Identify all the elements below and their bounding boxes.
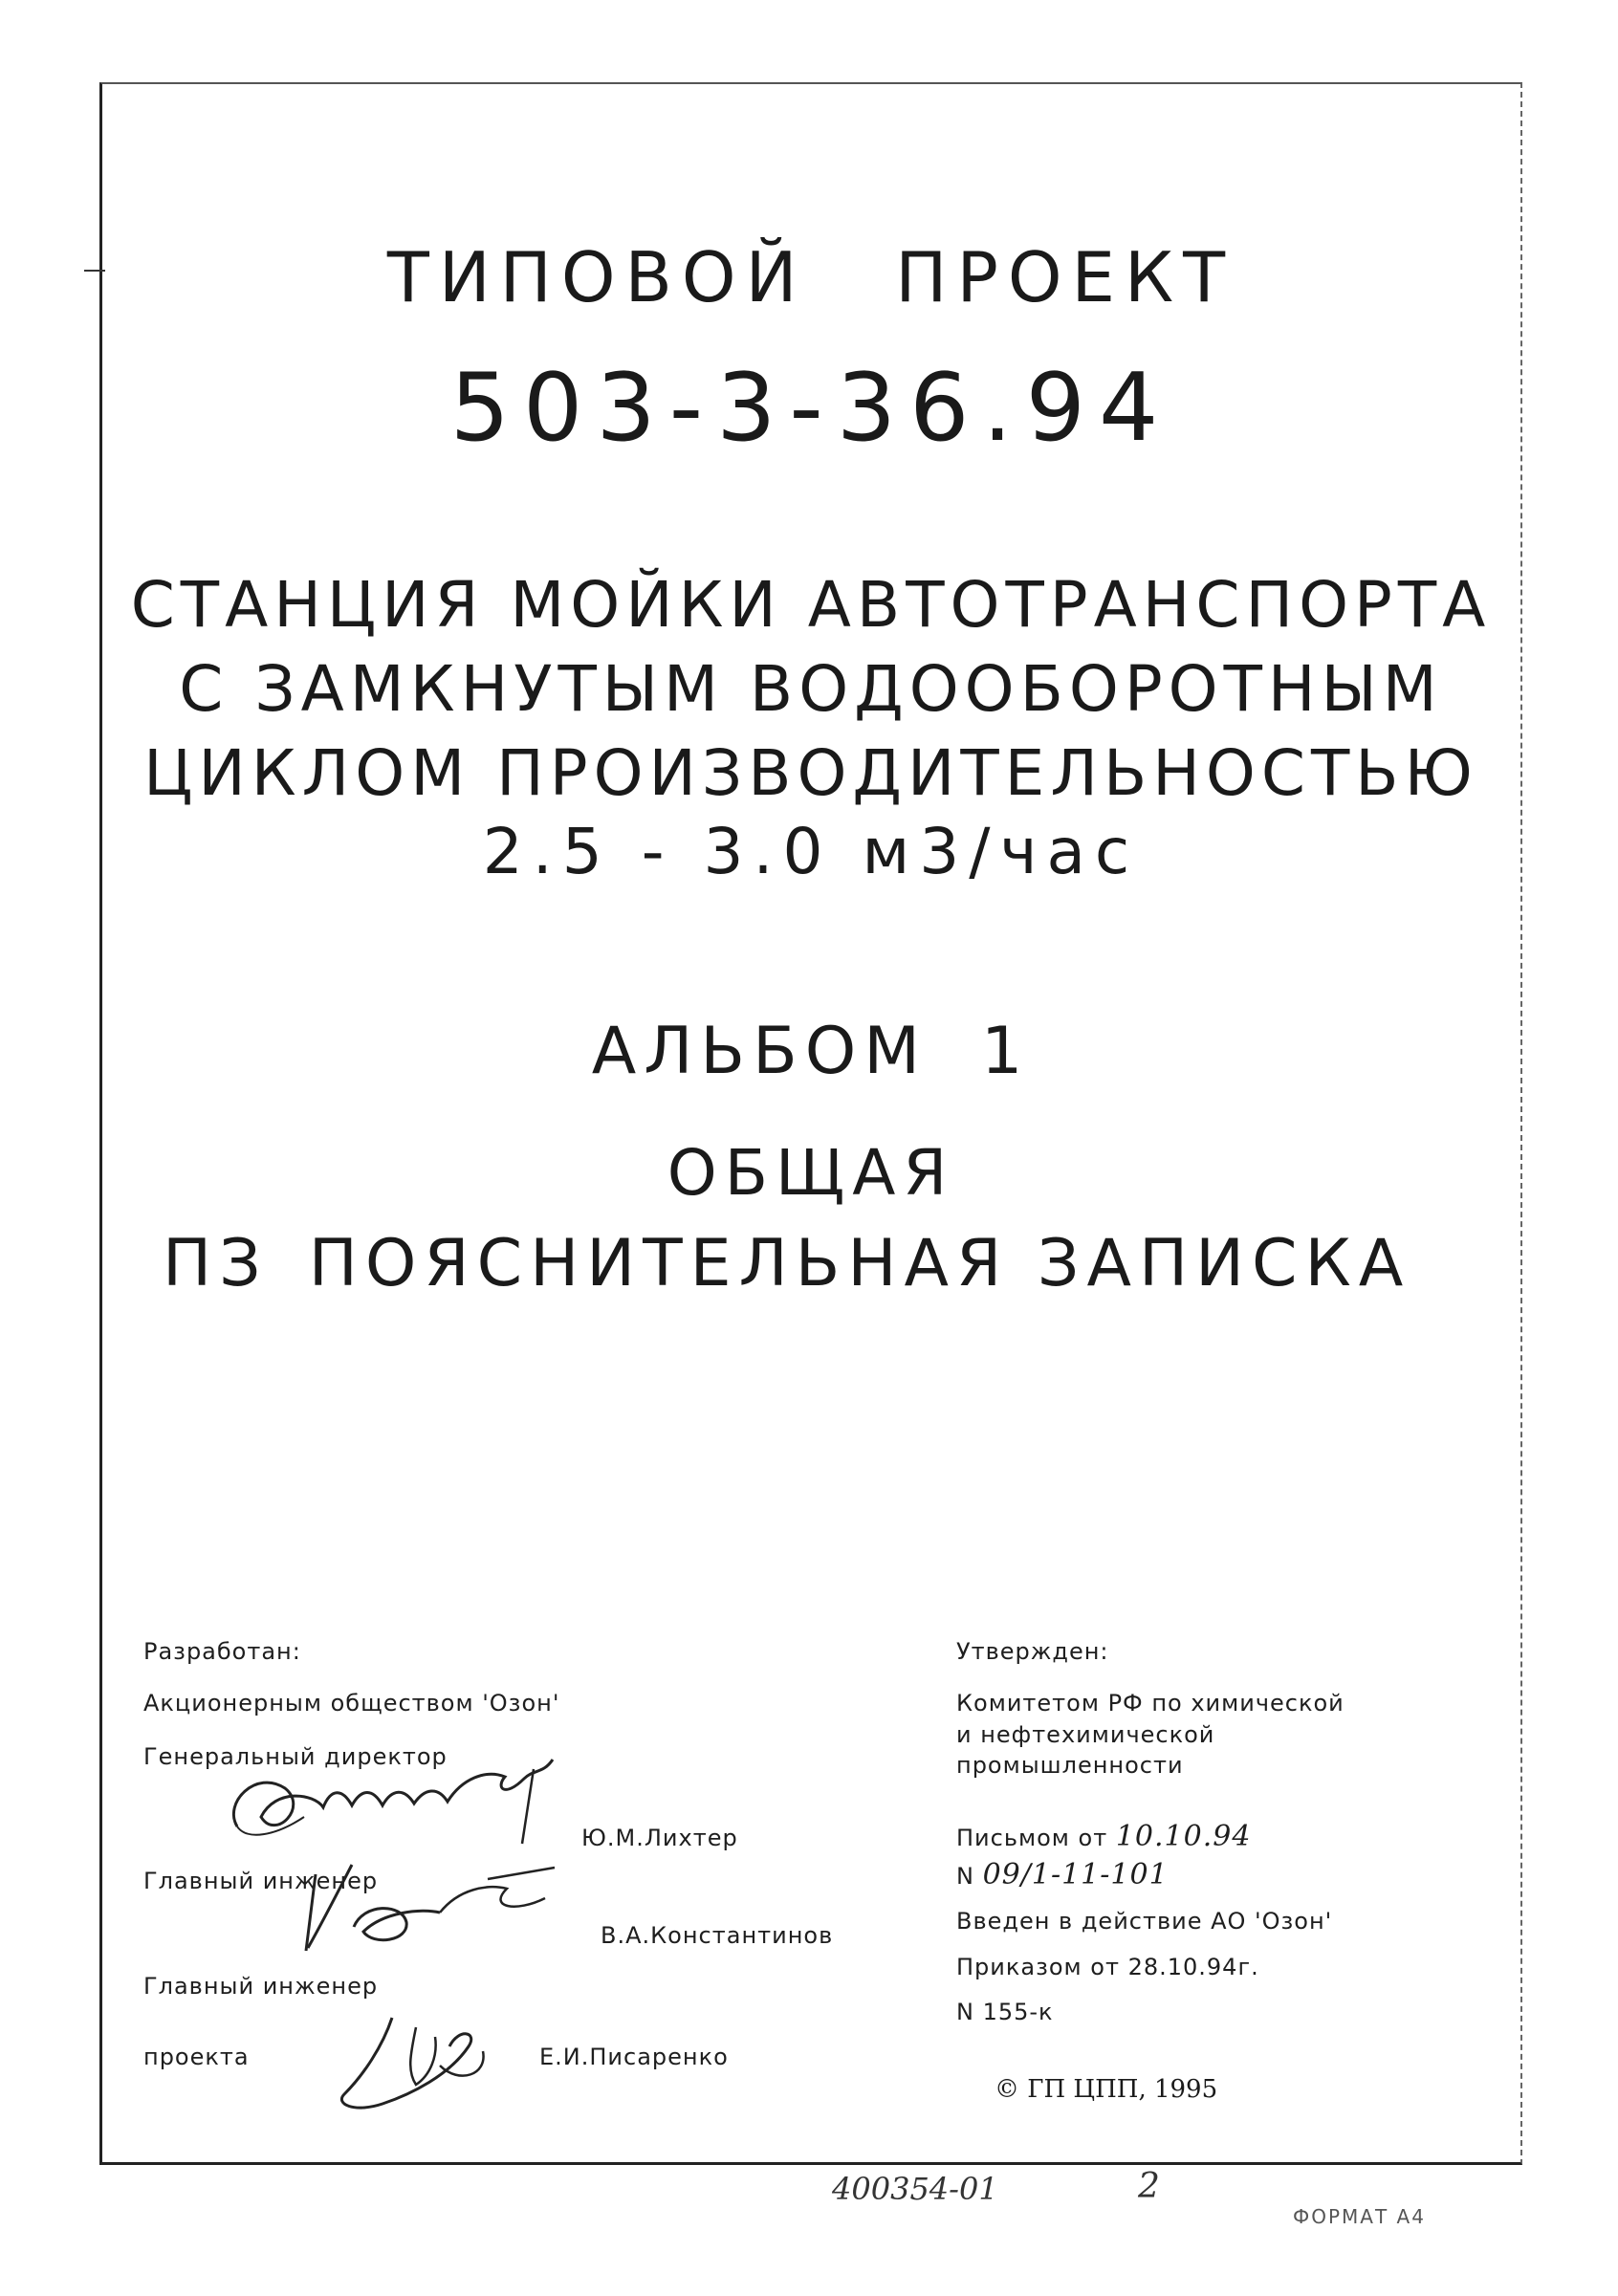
order-line [956,1954,1259,1980]
album-number: 1 [980,1014,1031,1089]
letter-date: 10.10.94 [1115,1820,1252,1853]
approved-heading: Утвержден: [956,1638,1109,1665]
order-date: 28.10.94г. [1127,1954,1259,1980]
chief-engineer-role: Главный инженер [143,1868,379,1894]
album-heading [99,1014,1522,1089]
order-label: Приказом от [956,1954,1120,1980]
title-line-2: С ЗАМКНУТЫМ ВОДООБОРОТНЫМ [179,652,1443,726]
letter-label: Письмом от [956,1825,1108,1851]
letter-number-line [956,1858,1169,1891]
general-director-role: Генеральный директор [143,1743,448,1770]
doc-title: ПОЯСНИТЕЛЬНАЯ ЗАПИСКА [308,1226,1411,1301]
general-director-name: Ю.М.Лихтер [581,1825,738,1851]
committee-line-1: Комитетом РФ по химической [956,1690,1345,1717]
order-number: N 155-к [956,1999,1054,2025]
chief-engineer-name: В.А.Константинов [601,1922,834,1949]
committee-line-2: и нефтехимической [956,1721,1215,1748]
letter-line [956,1820,1251,1853]
chief-project-engineer-role-line2: проекта [143,2044,250,2070]
document-title [163,1226,1410,1301]
inventory-number: 400354-01 [832,2171,998,2207]
album-section: ОБЩАЯ [667,1136,955,1210]
general-director-signature [218,1750,581,1855]
developed-heading: Разработан: [143,1638,301,1665]
chief-project-engineer-role-line1: Главный инженер [143,1973,379,2000]
committee-line-3: промышленности [956,1752,1184,1779]
album-label: АЛЬБОМ [591,1014,928,1089]
doc-code: ПЗ [163,1226,269,1301]
copyright: © ГП ЦПП, 1995 [995,2075,1218,2104]
project-number: 503-3-36.94 [449,354,1172,463]
title-line-3: ЦИКЛОМ ПРОИЗВОДИТЕЛЬНОСТЬЮ [143,736,1478,810]
title-line-4: 2.5 - 3.0 м3/час [482,815,1140,888]
page-number: 2 [1138,2167,1160,2206]
letter-number: 09/1-11-101 [982,1858,1169,1891]
chief-project-engineer-name: Е.И.Писаренко [539,2044,729,2070]
introduced-line: Введен в действие АО 'Озон' [956,1908,1333,1935]
doc-type-label: ТИПОВОЙ ПРОЕКТ [386,237,1235,317]
chief-project-engineer-signature [325,2008,516,2118]
developer-org: Акционерным обществом 'Озон' [143,1690,560,1717]
page-format: ФОРМАТ А4 [1293,2205,1426,2228]
title-line-1: СТАНЦИЯ МОЙКИ АВТОТРАНСПОРТА [130,568,1492,642]
chief-engineer-signature [296,1860,564,1956]
letter-no-label: N [956,1863,974,1890]
